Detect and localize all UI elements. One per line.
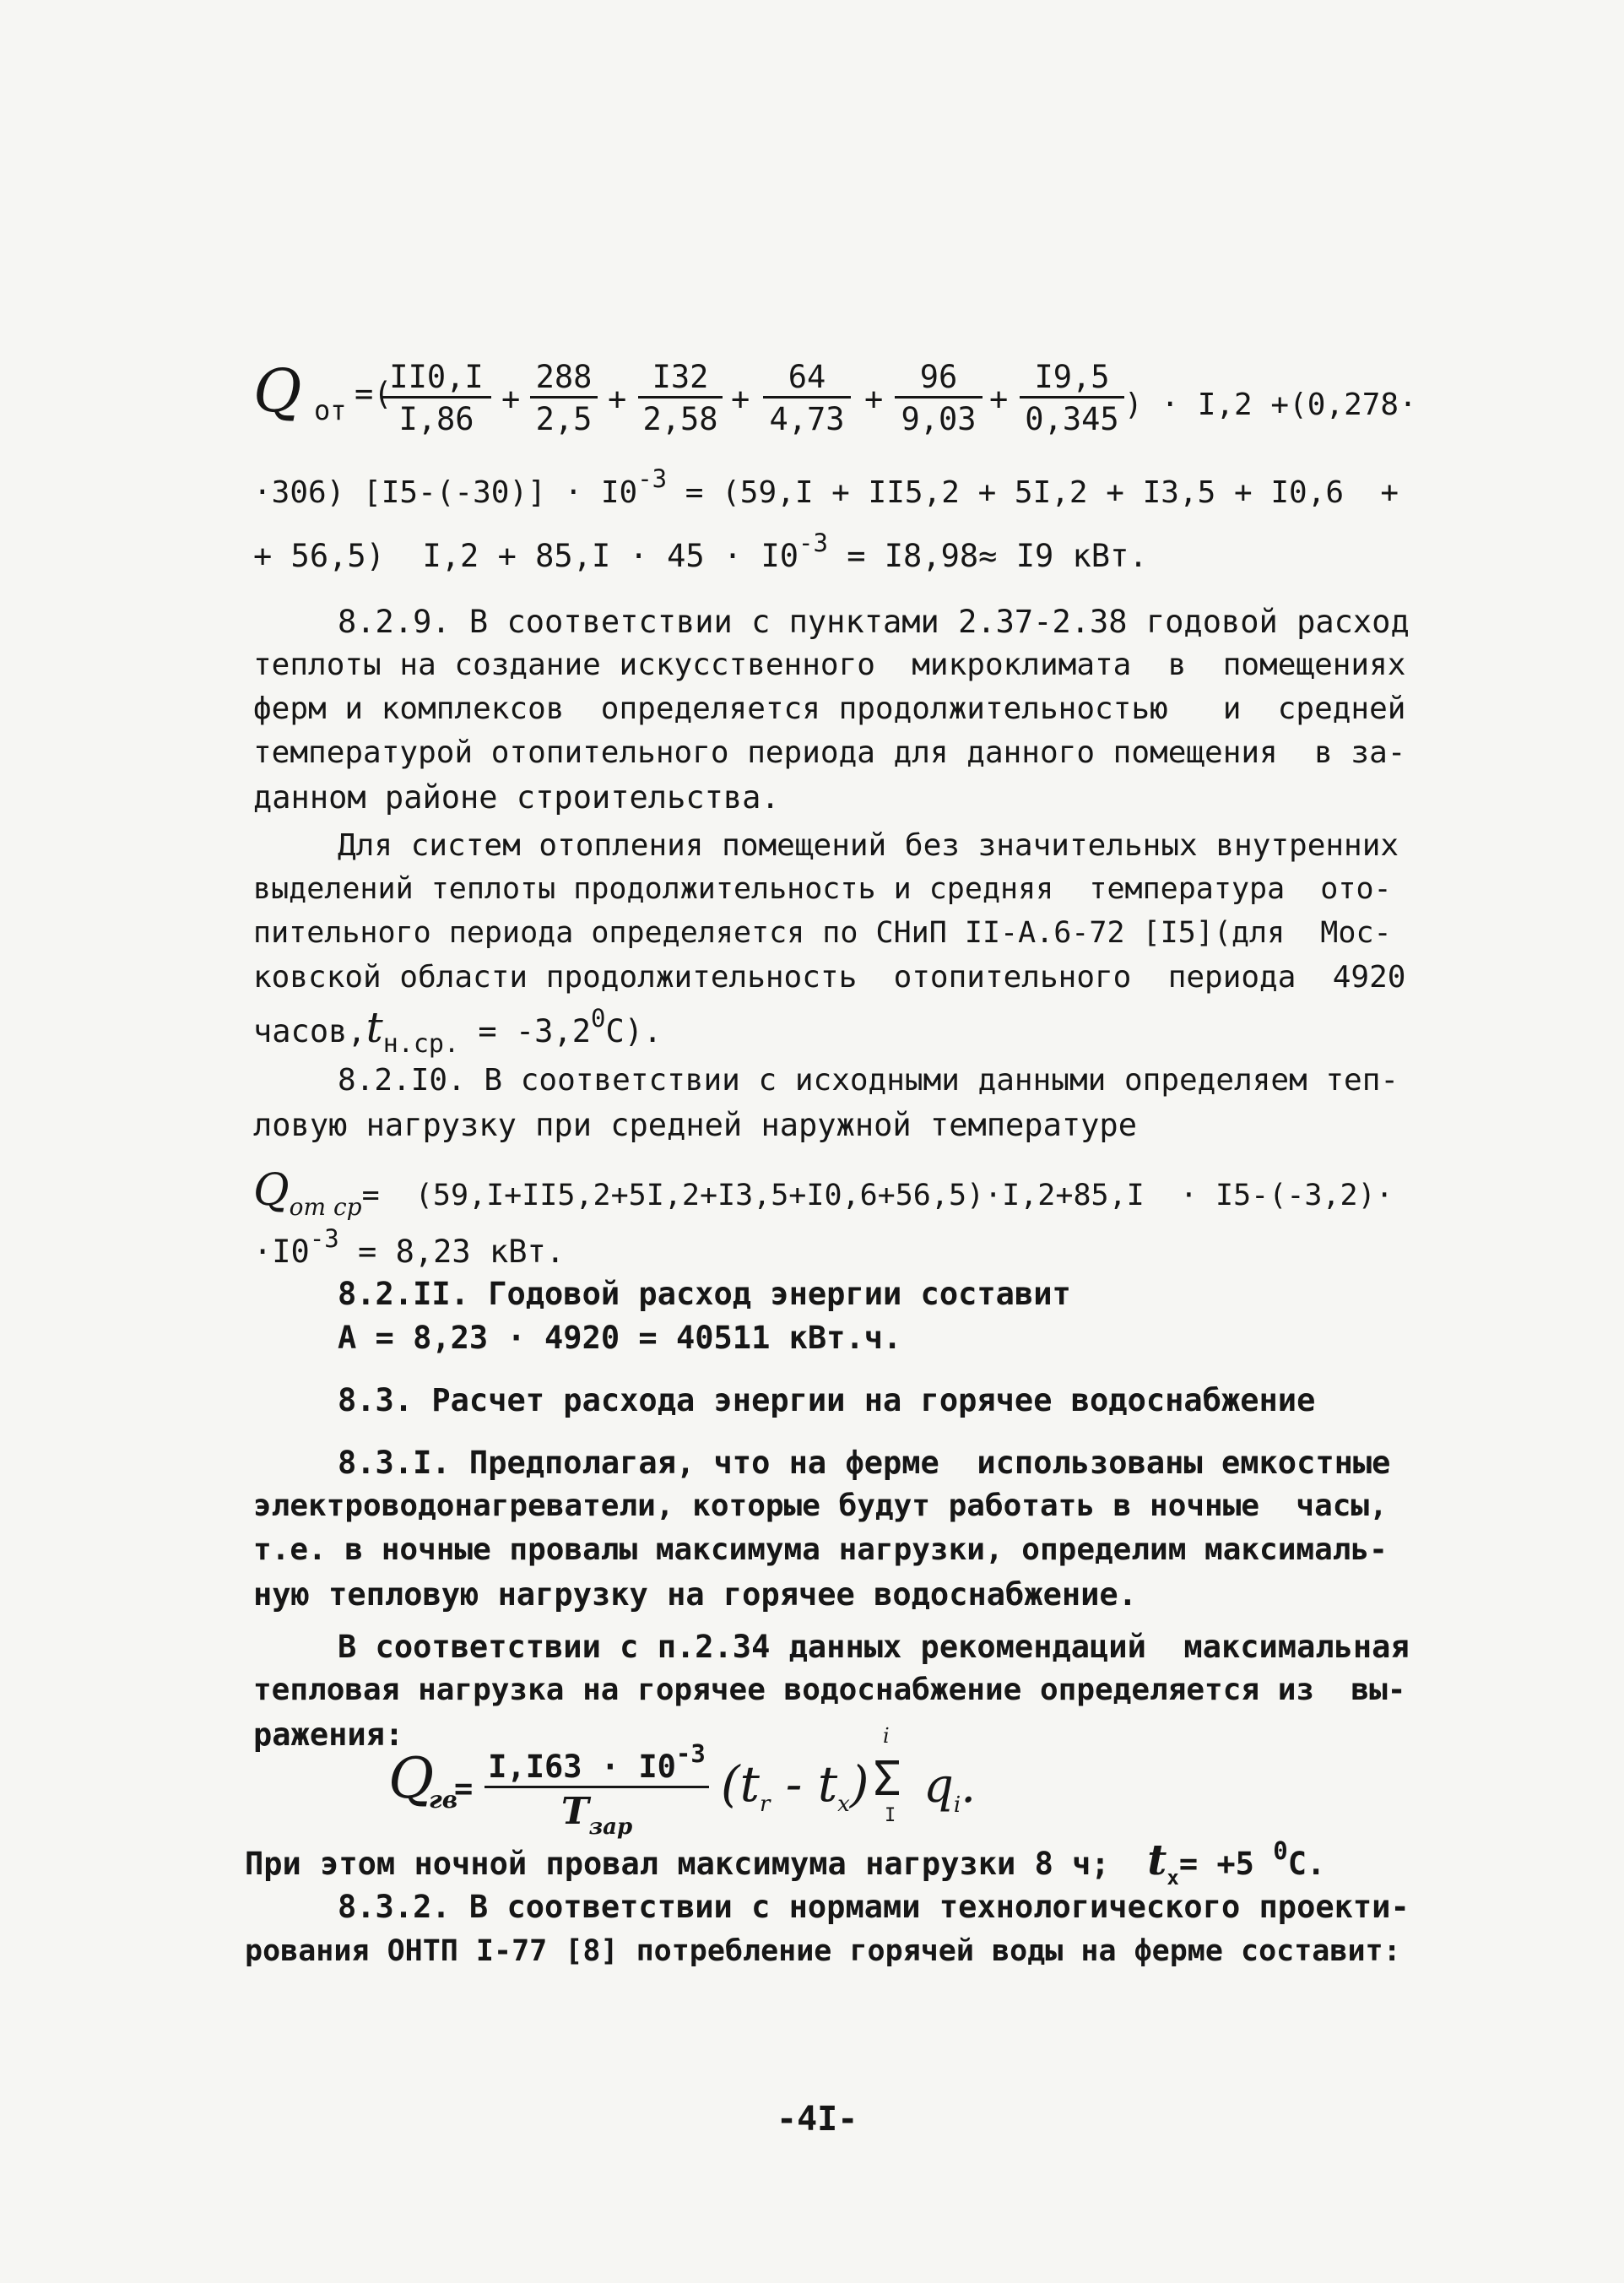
fraction-numerator: 96 — [895, 361, 983, 399]
formula-line-3: + 56,5) $I,2 + 85,I \cdot 45 \cdot I0^{-3} = I8,98\approx I9$ кВт. — [253, 529, 1148, 574]
fraction-denominator: 0,345 — [1025, 401, 1119, 437]
fraction-4 — [763, 361, 851, 435]
fraction-denominator: $T_{зар}$ — [560, 1790, 633, 1840]
text-line: т.е. в ночные провалы максимума нагрузки, определим максималь- — [253, 1532, 1388, 1567]
formula-tail: ) · I,2 +(0,278· — [1124, 388, 1417, 422]
fraction-2 — [530, 361, 598, 435]
text-line: данном районе строительства. — [253, 779, 780, 816]
formula-annual-energy: A = 8,23 · 4920 = 40511 кВт.ч. — [338, 1320, 902, 1356]
fraction-1 — [382, 361, 491, 435]
text-line: ферм и комплексов определяется продолжительностью и средней — [253, 691, 1406, 726]
sigma-upper-index: i — [883, 1724, 890, 1748]
fraction-numerator: $I,I63 \cdot I0^{-3}$ — [484, 1751, 709, 1788]
text-line: 8.3.2. В соответствии с нормами технологического проекти- — [338, 1889, 1410, 1925]
fraction-denominator: 4,73 — [769, 401, 845, 437]
fraction-numerator: 288 — [530, 361, 598, 399]
fraction-5 — [895, 361, 983, 435]
plus-sign: + — [608, 381, 627, 417]
fraction-denominator: 2,5 — [535, 401, 593, 437]
fraction-denominator: 9,03 — [901, 401, 977, 437]
formula-line-2: $\cdot I0^{-3} = 8,23$ кВт. — [253, 1224, 566, 1270]
text-line: ловую нагрузку при средней наружной температуре — [253, 1107, 1137, 1143]
text-line: $часов,t_{н.ср.} = -3,2^0С$). — [253, 1003, 663, 1059]
paragraph-night-dip: При этом ночной провал максимума нагрузки 8 ч; $t_x= +5$ $^0$С. — [245, 1835, 1326, 1890]
formula-q-i: $q_i$. — [923, 1759, 976, 1818]
formula-temperature-difference: $(t_r - t_x)$ — [721, 1755, 869, 1817]
formula-line-2: ·306) $[I5-(-30)] \cdot I0^{-3} = (59,I + II5,2 + 5I,2 + I3,5 + I0,6$ + — [253, 464, 1399, 510]
text-line: тепловая нагрузка на горячее водоснабжение определяется из вы- — [253, 1673, 1406, 1707]
plus-sign: + — [731, 381, 750, 417]
section-heading-8-3: 8.3. Расчет расхода энергии на горячее водоснабжение — [338, 1382, 1316, 1418]
formula-q-subscript: гв — [429, 1786, 458, 1814]
text-line: ную тепловую нагрузку на горячее водоснабжение. — [253, 1576, 1137, 1613]
text-line: 8.2.I0. В соответствии с исходными данными определяем теп- — [338, 1063, 1399, 1098]
text-line: 8.2.9. В соответствии с пунктами 2.37-2.38 годовой расход — [338, 604, 1410, 640]
formula-q-symbol: Q — [253, 356, 302, 426]
text-line: температурой отопительного периода для данного помещения в за- — [253, 735, 1406, 770]
fraction-denominator: I,86 — [398, 401, 474, 437]
formula-open-paren: =( — [355, 376, 392, 412]
sigma-symbol: Σ — [873, 1752, 901, 1807]
fraction-numerator: I32 — [638, 361, 723, 399]
fraction-6 — [1020, 361, 1124, 435]
formula-line-1: $Q_{от ср}= (59,I+II5,2+5I,2+I3,5+I0,6+56,5)\cdot I,2+85,I \cdot I5-(-3,2)\cdot$ — [253, 1165, 1394, 1221]
sigma-lower-index: I — [885, 1805, 896, 1826]
plus-sign: + — [501, 381, 521, 417]
fraction-numerator: I9,5 — [1020, 361, 1124, 399]
fraction-3 — [638, 361, 723, 435]
formula-q-symbol: Q — [388, 1746, 435, 1811]
page-number: -4I- — [777, 2100, 858, 2139]
text-line: пительного периода определяется по СНиП II-А.6-72 [I5](для Мос- — [253, 916, 1392, 950]
text-line: ражения: — [253, 1716, 404, 1753]
text-line: электроводонагреватели, которые будут работать в ночные часы, — [253, 1489, 1388, 1523]
fraction-numerator: 64 — [763, 361, 851, 399]
fraction-denominator: 2,58 — [642, 401, 718, 437]
formula-q-subscript: от — [314, 394, 347, 426]
plus-sign: + — [864, 381, 884, 417]
text-line: ковской области продолжительность отопительного периода 4920 — [253, 960, 1406, 995]
text-line: рования ОНТП I-77 [8] потребление горячей воды на ферме составит: — [245, 1934, 1401, 1968]
formula-equals: = — [454, 1771, 474, 1807]
formula-fraction — [484, 1739, 709, 1840]
text-line: выделений теплоты продолжительность и средняя температура ото- — [253, 872, 1392, 906]
text-line: Для систем отопления помещений без значительных внутренних — [338, 828, 1399, 863]
text-line: В соответствии с п.2.34 данных рекомендаций максимальная — [338, 1629, 1410, 1665]
text-line: 8.3.I. Предполагая, что на ферме использованы емкостные — [338, 1445, 1391, 1481]
plus-sign: + — [989, 381, 1009, 417]
fraction-numerator: II0,I — [382, 361, 491, 399]
text-line: теплоты на создание искусственного микроклимата в помещениях — [253, 648, 1406, 682]
paragraph-8-2-11: 8.2.II. Годовой расход энергии составит — [338, 1276, 1071, 1312]
